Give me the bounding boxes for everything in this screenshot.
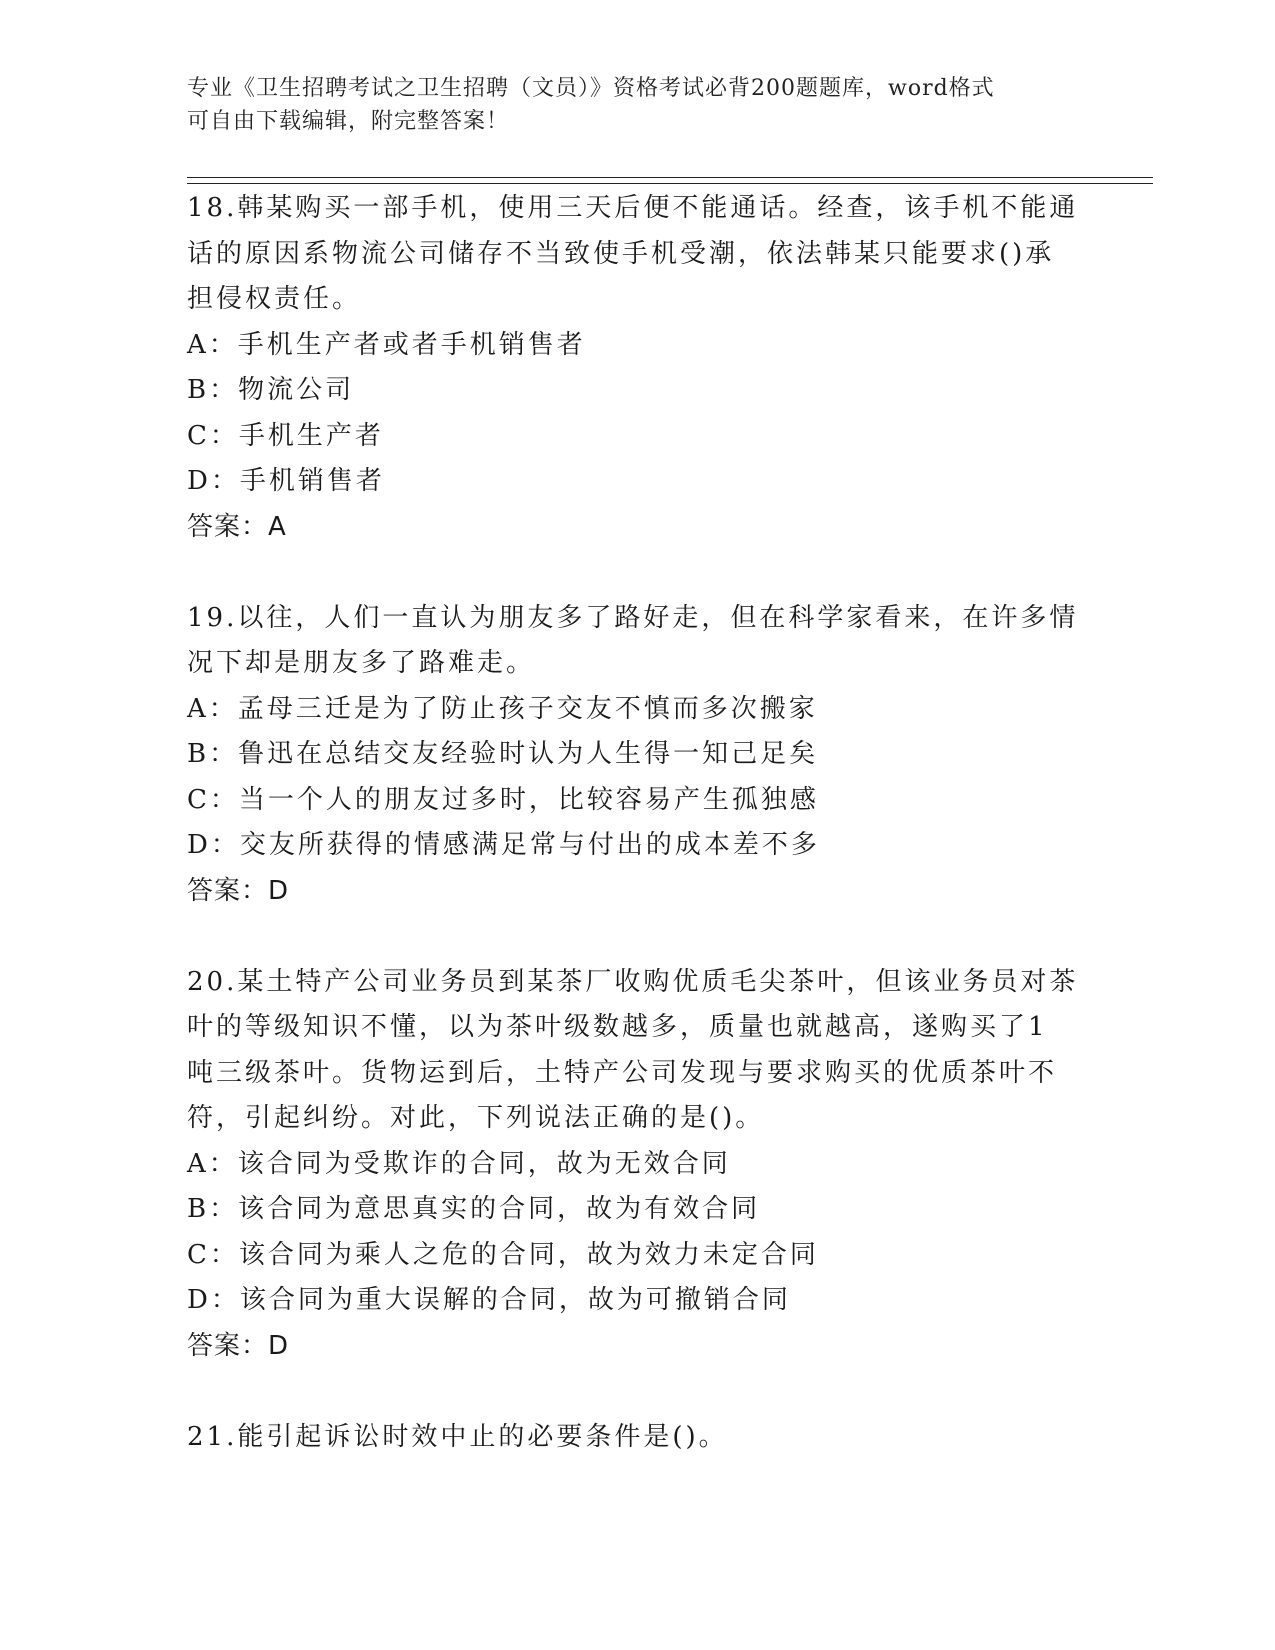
option-key: A： bbox=[187, 329, 238, 360]
question-21 bbox=[187, 1415, 1087, 1461]
option-text: 手机生产者 bbox=[238, 420, 384, 451]
header-rule-top bbox=[187, 177, 1153, 178]
option-text: 该合同为受欺诈的合同，故为无效合同 bbox=[237, 1148, 731, 1179]
answer-label: 答案：D bbox=[187, 875, 290, 906]
option-c bbox=[187, 1233, 1087, 1279]
option-b bbox=[187, 1187, 1087, 1233]
spacer bbox=[187, 914, 1087, 960]
option-key: D： bbox=[187, 830, 240, 860]
header-rule-bottom bbox=[187, 183, 1153, 184]
header-line-2: 可自由下载编辑，附完整答案！ bbox=[187, 109, 510, 134]
question-stem-line: 19.以往，人们一直认为朋友多了路好走，但在科学家看来，在许多情 bbox=[187, 602, 1079, 633]
question-stem-line: 况下却是朋友多了路难走。 bbox=[187, 648, 536, 678]
option-b bbox=[187, 732, 1087, 778]
option-key: C： bbox=[187, 784, 239, 815]
option-a bbox=[187, 1142, 1087, 1188]
answer-label: 答案：A bbox=[187, 511, 287, 542]
option-a bbox=[187, 323, 1087, 369]
option-key: D： bbox=[187, 466, 240, 496]
question-stem-line: 叶的等级知识不懂，以为茶叶级数越多，质量也就越高，遂购买了1 bbox=[187, 1012, 1048, 1042]
question-19 bbox=[187, 596, 1087, 915]
question-stem-line: 吨三级茶叶。货物运到后，土特产公司发现与要求购买的优质茶叶不 bbox=[187, 1057, 1058, 1088]
option-b bbox=[187, 368, 1087, 414]
option-c bbox=[187, 414, 1087, 460]
option-text: 物流公司 bbox=[238, 375, 355, 405]
document-header bbox=[187, 72, 1087, 138]
answer-label: 答案：D bbox=[187, 1330, 290, 1361]
option-key: B： bbox=[187, 739, 239, 769]
question-list bbox=[187, 186, 1087, 1460]
option-text: 孟母三迁是为了防止孩子交友不慎而多次搬家 bbox=[237, 693, 818, 724]
header-line-1: 专业《卫生招聘考试之卫生招聘（文员）》资格考试必背200题题库，word格式 bbox=[187, 76, 995, 101]
question-20 bbox=[187, 960, 1087, 1370]
question-stem-line: 21.能引起诉讼时效中止的必要条件是()。 bbox=[187, 1421, 728, 1452]
option-d bbox=[187, 1278, 1087, 1324]
option-d bbox=[187, 459, 1087, 505]
option-text: 鲁迅在总结交友经验时认为人生得一知己足矣 bbox=[238, 739, 819, 769]
option-text: 该合同为意思真实的合同，故为有效合同 bbox=[238, 1194, 761, 1224]
option-text: 该合同为乘人之危的合同，故为效力未定合同 bbox=[238, 1239, 819, 1270]
option-text: 手机生产者或者手机销售者 bbox=[237, 329, 586, 360]
question-stem-line: 符，引起纠纷。对此，下列说法正确的是()。 bbox=[187, 1103, 765, 1133]
question-18 bbox=[187, 186, 1087, 550]
option-d bbox=[187, 823, 1087, 869]
option-key: A： bbox=[187, 693, 238, 724]
option-text: 手机销售者 bbox=[239, 466, 385, 496]
option-key: B： bbox=[187, 1194, 239, 1224]
spacer bbox=[187, 1369, 1087, 1415]
option-c bbox=[187, 778, 1087, 824]
option-key: C： bbox=[187, 420, 239, 451]
option-key: D： bbox=[187, 1285, 240, 1315]
question-stem-line: 担侵权责任。 bbox=[187, 284, 362, 314]
option-key: B： bbox=[187, 375, 239, 405]
option-key: A： bbox=[187, 1148, 238, 1179]
option-text: 当一个人的朋友过多时，比较容易产生孤独感 bbox=[238, 784, 819, 815]
question-stem-line: 20.某土特产公司业务员到某茶厂收购优质毛尖茶叶，但该业务员对茶 bbox=[187, 966, 1079, 997]
question-stem-line: 话的原因系物流公司储存不当致使手机受潮，依法韩某只能要求()承 bbox=[187, 238, 1055, 269]
option-text: 交友所获得的情感满足常与付出的成本差不多 bbox=[239, 830, 820, 860]
spacer bbox=[187, 550, 1087, 596]
option-key: C： bbox=[187, 1239, 239, 1270]
option-a bbox=[187, 687, 1087, 733]
question-stem-line: 18.韩某购买一部手机，使用三天后便不能通话。经查，该手机不能通 bbox=[187, 193, 1079, 223]
option-text: 该合同为重大误解的合同，故为可撤销合同 bbox=[239, 1285, 791, 1315]
